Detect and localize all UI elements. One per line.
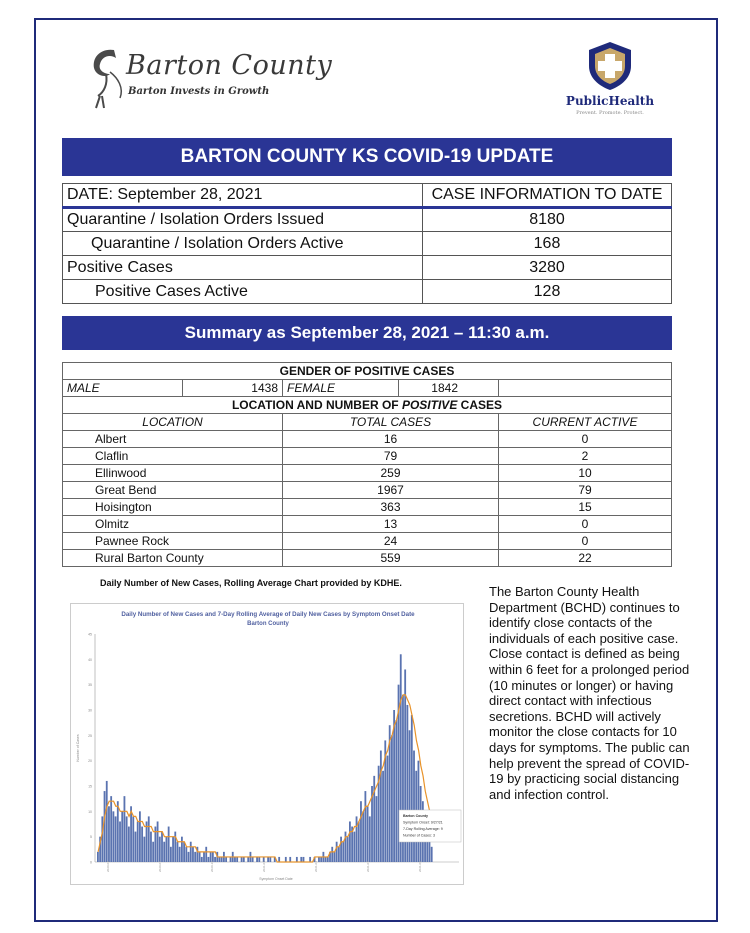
chart-bar xyxy=(117,801,119,862)
chart-bar xyxy=(278,857,280,862)
location-name: Great Bend xyxy=(63,482,283,499)
chart-bar xyxy=(230,857,232,862)
chart-bar xyxy=(269,857,271,862)
table-row xyxy=(63,208,672,232)
logo-title: Barton County xyxy=(126,50,333,81)
y-tick-label: 45 xyxy=(88,632,92,637)
chart-bar xyxy=(234,857,236,862)
chart-bar xyxy=(256,857,258,862)
x-tick-label: 2020-07 xyxy=(158,860,162,872)
summary-banner: Summary as September 28, 2021 – 11:30 a.m. xyxy=(62,316,672,350)
location-title xyxy=(63,397,672,414)
y-tick-label: 20 xyxy=(88,759,92,764)
chart-bar xyxy=(413,751,415,862)
location-name: Albert xyxy=(63,431,283,448)
chart-subtitle: Barton County xyxy=(247,621,289,627)
chart-caption: Daily Number of New Cases, Rolling Average Chart provided by KDHE. xyxy=(100,578,402,588)
chart-bar xyxy=(338,847,340,862)
location-name: Claflin xyxy=(63,448,283,465)
row-label: Quarantine / Isolation Orders Issued xyxy=(63,208,423,232)
chart-bar xyxy=(143,837,145,862)
location-title-row xyxy=(63,397,672,414)
x-tick-label: 2021-01 xyxy=(262,860,266,872)
y-tick-label: 5 xyxy=(90,835,92,840)
chart-bar xyxy=(225,857,227,862)
public-health-name: PublicHealth xyxy=(565,94,655,108)
chart-bar xyxy=(258,857,260,862)
current-active-header: CURRENT ACTIVE xyxy=(499,414,672,431)
positive-cases-table xyxy=(62,362,672,567)
x-tick-label: 2021-04 xyxy=(314,860,318,872)
chart-bar xyxy=(110,796,112,862)
chart-tooltip-line: Barton County xyxy=(403,814,428,818)
y-tick-label: 0 xyxy=(90,860,92,865)
location-name: Rural Barton County xyxy=(63,550,283,567)
chart-bar xyxy=(194,852,196,862)
chart-bar xyxy=(137,821,139,862)
chart-bar xyxy=(172,837,174,862)
y-tick-label: 25 xyxy=(88,733,92,738)
location-active: 2 xyxy=(499,448,672,465)
chart-bar xyxy=(285,857,287,862)
chart-bar xyxy=(135,832,137,862)
chart-bar xyxy=(325,857,327,862)
chart-bar xyxy=(141,827,143,862)
table-row xyxy=(63,516,672,533)
chart-bar xyxy=(192,847,194,862)
chart-bar xyxy=(362,811,364,862)
chart-bar xyxy=(210,852,212,862)
chart-bar xyxy=(331,847,333,862)
location-name: Pawnee Rock xyxy=(63,533,283,550)
row-value: 168 xyxy=(423,232,672,256)
cases-chart xyxy=(70,603,464,885)
chart-bar xyxy=(115,816,117,862)
female-value: 1842 xyxy=(399,380,499,397)
chart-bar xyxy=(190,842,192,862)
location-total: 79 xyxy=(283,448,499,465)
chart-bar xyxy=(188,852,190,862)
chart-bar xyxy=(157,821,159,862)
chart-bar xyxy=(199,852,201,862)
chart-bar xyxy=(289,857,291,862)
table-row xyxy=(63,431,672,448)
row-value: 3280 xyxy=(423,256,672,280)
table-row xyxy=(63,448,672,465)
chart-bar xyxy=(185,847,187,862)
y-tick-label: 15 xyxy=(88,784,92,789)
row-label: Quarantine / Isolation Orders Active xyxy=(63,232,423,256)
chart-bar xyxy=(152,842,154,862)
chart-bar xyxy=(119,821,121,862)
location-active: 10 xyxy=(499,465,672,482)
chart-bar xyxy=(382,771,384,862)
chart-bar xyxy=(243,857,245,862)
chart-bar xyxy=(376,796,378,862)
location-total: 259 xyxy=(283,465,499,482)
chart-bar xyxy=(148,816,150,862)
chart-bar xyxy=(181,837,183,862)
location-title-post: CASES xyxy=(457,398,503,412)
chart-bar xyxy=(159,837,161,862)
chart-tooltip-line: Number of Cases: 3 xyxy=(403,833,435,838)
y-tick-label: 10 xyxy=(88,809,92,814)
chart-bar xyxy=(349,821,351,862)
table-row xyxy=(63,550,672,567)
chart-bar xyxy=(358,821,360,862)
row-label: Positive Cases Active xyxy=(63,280,423,304)
table-row xyxy=(63,499,672,516)
chart-bar xyxy=(296,857,298,862)
female-label: FEMALE xyxy=(283,380,399,397)
location-active: 0 xyxy=(499,431,672,448)
chart-bar xyxy=(219,857,221,862)
location-total: 559 xyxy=(283,550,499,567)
chart-bar xyxy=(139,811,141,862)
chart-bar xyxy=(205,847,207,862)
chart-bar xyxy=(327,857,329,862)
public-health-logo xyxy=(560,40,660,120)
x-tick-label: 2020-10 xyxy=(210,860,214,872)
chart-bar xyxy=(347,837,349,862)
chart-bar xyxy=(353,832,355,862)
location-total: 363 xyxy=(283,499,499,516)
chart-bar xyxy=(203,852,205,862)
chart-bar xyxy=(212,852,214,862)
y-tick-label: 30 xyxy=(88,708,92,713)
chart-bar xyxy=(128,827,130,862)
chart-bar xyxy=(236,857,238,862)
location-name: Hoisington xyxy=(63,499,283,516)
chart-title: Daily Number of New Cases and 7-Day Rolling Average of Daily New Cases by Symptom Onset Date xyxy=(121,611,415,618)
chart-bar xyxy=(318,857,320,862)
chart-bar xyxy=(104,791,106,862)
chart-bar xyxy=(303,857,305,862)
table-row xyxy=(63,232,672,256)
chart-bar xyxy=(214,857,216,862)
table-row xyxy=(63,465,672,482)
gender-row xyxy=(63,380,672,397)
chart-bar xyxy=(121,811,123,862)
location-active: 0 xyxy=(499,533,672,550)
location-active: 0 xyxy=(499,516,672,533)
chart-bar xyxy=(124,796,126,862)
location-active: 22 xyxy=(499,550,672,567)
chart-bar xyxy=(106,781,108,862)
date-label: DATE: September 28, 2021 xyxy=(63,184,423,208)
chart-bar xyxy=(369,816,371,862)
location-total: 24 xyxy=(283,533,499,550)
gender-empty-cell xyxy=(499,380,672,397)
y-tick-label: 40 xyxy=(88,657,92,662)
chart-bar xyxy=(168,827,170,862)
chart-bar xyxy=(132,816,134,862)
chart-bar xyxy=(177,842,179,862)
total-cases-header: TOTAL CASES xyxy=(283,414,499,431)
chart-bar xyxy=(247,857,249,862)
chart-bar xyxy=(146,821,148,862)
x-tick-label: 2021-07 xyxy=(366,860,370,872)
chart-bar xyxy=(387,756,389,862)
chart-bar xyxy=(336,842,338,862)
chart-bar xyxy=(360,801,362,862)
location-header: LOCATION xyxy=(63,414,283,431)
location-total: 16 xyxy=(283,431,499,448)
x-tick-label: 2021-09 xyxy=(418,860,422,872)
location-title-pre: LOCATION AND NUMBER OF xyxy=(231,398,402,412)
male-value: 1438 xyxy=(183,380,283,397)
logo-tagline: Barton Invests in Growth xyxy=(128,86,270,97)
row-label: Positive Cases xyxy=(63,256,423,280)
chart-tooltip-line: 7-Day Rolling Average: 9 xyxy=(403,827,443,831)
table-row xyxy=(63,482,672,499)
chart-bar xyxy=(300,857,302,862)
case-info-table xyxy=(62,183,672,304)
barton-county-logo xyxy=(84,44,354,110)
chart-x-label: Symptom Onset Date xyxy=(259,877,293,881)
bchd-statement: The Barton County Health Department (BCHD) continues to identify close contacts of the individuals of each positive case. Close contact is defined as being within 6 feet for a prolonged period (10 minutes or longer) or having direct contact with infectious secretions. BCHD will actively monitor the close contacts for 10 days for symptoms. The public can help prevent the spread of COVID-19 by practicing social distancing and infection control. xyxy=(489,584,690,802)
chart-bar xyxy=(163,842,165,862)
chart-bar xyxy=(267,857,269,862)
chart-bar xyxy=(340,837,342,862)
chart-bar xyxy=(320,857,322,862)
chart-bar xyxy=(364,791,366,862)
chart-bar xyxy=(241,857,243,862)
location-active: 15 xyxy=(499,499,672,516)
chart-bar xyxy=(356,816,358,862)
chart-bar xyxy=(112,811,114,862)
shield-cross-icon xyxy=(585,40,635,92)
chart-bar xyxy=(126,816,128,862)
chart-bar xyxy=(221,857,223,862)
chart-bar xyxy=(367,806,369,862)
chart-bar xyxy=(391,735,393,862)
row-value: 128 xyxy=(423,280,672,304)
gender-title: GENDER OF POSITIVE CASES xyxy=(63,363,672,380)
case-info-header: CASE INFORMATION TO DATE xyxy=(423,184,672,208)
table-row xyxy=(63,280,672,304)
location-title-em: POSITIVE xyxy=(401,398,458,412)
chart-bar xyxy=(183,842,185,862)
chart-y-label: Number of Cases xyxy=(76,734,80,762)
chart-bar xyxy=(393,710,395,862)
chart-bar xyxy=(334,852,336,862)
case-table-header xyxy=(63,184,672,208)
y-tick-label: 35 xyxy=(88,683,92,688)
chart-bar xyxy=(395,720,397,862)
table-row xyxy=(63,256,672,280)
chart-bar xyxy=(252,857,254,862)
chart-bar xyxy=(201,857,203,862)
location-total: 13 xyxy=(283,516,499,533)
x-tick-label: 2020-04 xyxy=(106,860,110,872)
chart-bar xyxy=(431,847,433,862)
location-total: 1967 xyxy=(283,482,499,499)
chart-bar xyxy=(166,837,168,862)
row-value: 8180 xyxy=(423,208,672,232)
chart-bar xyxy=(342,842,344,862)
chart-tooltip-line: Symptom Onset: 9/27/21 xyxy=(403,820,443,825)
chart-bar xyxy=(309,857,311,862)
location-name: Ellinwood xyxy=(63,465,283,482)
gender-title-row xyxy=(63,363,672,380)
location-active: 79 xyxy=(499,482,672,499)
chart-bar xyxy=(161,832,163,862)
table-row xyxy=(63,533,672,550)
location-name: Olmitz xyxy=(63,516,283,533)
cases-chart-svg xyxy=(71,604,465,886)
location-header-row xyxy=(63,414,672,431)
chart-bar xyxy=(108,806,110,862)
update-banner: BARTON COUNTY KS COVID-19 UPDATE xyxy=(62,138,672,176)
chart-bar xyxy=(97,852,99,862)
male-label: MALE xyxy=(63,380,183,397)
location-rows xyxy=(63,431,672,567)
chart-bar xyxy=(380,751,382,862)
chart-bar xyxy=(179,847,181,862)
public-health-tagline: Prevent. Promote. Protect. xyxy=(576,110,644,116)
chart-bar xyxy=(170,847,172,862)
chart-bar xyxy=(101,816,103,862)
chart-bar xyxy=(150,832,152,862)
